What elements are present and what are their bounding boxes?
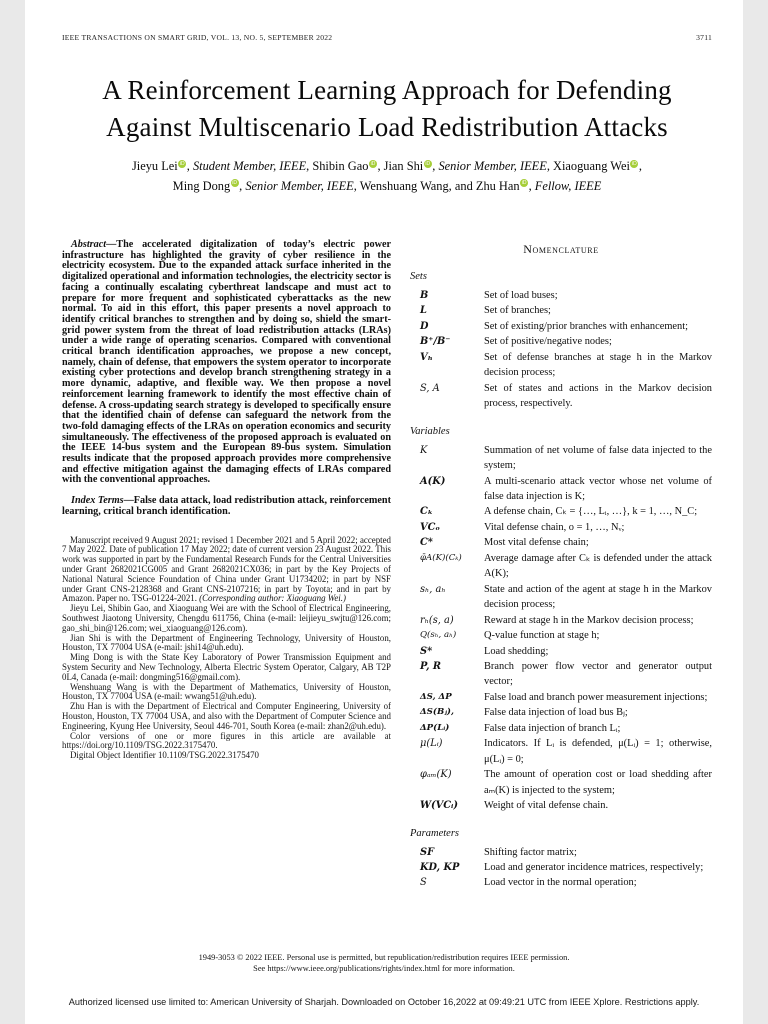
- variables-list: [410, 443, 712, 814]
- symbol: K: [420, 444, 428, 456]
- symbol: φ̄A(K)(Cₖ): [420, 552, 462, 563]
- definition: Load vector in the normal operation;: [484, 877, 637, 889]
- definition: A defense chain, Cₖ = {…, Lᵢ, …}, k = 1, …, N_C;: [484, 506, 698, 518]
- footnote-manuscript: [62, 536, 391, 605]
- nomenclature-heading: Nomenclature: [523, 242, 599, 256]
- abstract: [62, 240, 391, 486]
- nomenclature-row: [410, 288, 712, 303]
- page-number: 3711: [696, 33, 712, 42]
- definition: Set of branches;: [484, 305, 551, 317]
- symbol: KD, KP: [420, 861, 460, 873]
- author-name: , Shibin Gao: [306, 159, 369, 173]
- nomenclature-row: [410, 690, 712, 705]
- nomenclature-row: [410, 736, 712, 767]
- symbol: φₐₘ(K): [420, 769, 452, 781]
- footnote-text: Manuscript received 9 August 2021; revised 1 December 2021 and 5 April 2022; accepted 7 May 2022. Date of publication 17 May 2022; date of current version 23 August 2022. This work was supported in part by the Fundamental Research Funds for the Central Universities under Grant 2682021CG005 and Grant 2682021CX036; in part by the Key Projects of National Natural Science Foundation of China under Grant U1734202; in part by NSF under Grant CNS-2128368 and Grant CNS-2107216; in part by Toyota; and in part by Amazon. Paper no. TSG-01224-2021.: [62, 534, 391, 604]
- nomenclature-row: [410, 659, 712, 690]
- abstract-text: —The accelerated digitalization of today’s electric power infrastructure has highlighted the gravity of cyber resilience in the electricity ecosystem. Due to the expanded attack surface inherited in the digitalized operational and information technologies, the electricity sector is facing a continually escalating cyberthreat landscape and must act to prepare for more frequent and sophisticated cyberattacks as the new normal. To aid in this effort, this paper presents a novel approach to identify critical branches to strengthen and by doing so, shield the smart-grid power system from the threat of load redistribution attacks (LRAs) under a wide range of operating scenarios. Compared with conventional critical branch identification approaches, we propose a new concept, namely, chain of defense, that empowers the system operator to incorporate existing cyber protections and develop branch strengthening strategy in a more dynamic, adaptive, and flexible way. We then propose a novel reinforcement learning framework to identify the most effective chain of defense. A cross-updating search strategy is developed to specifically ensure that the identified chain of defense can safeguard the network from the two-fold damaging effects of the LRAs on operation economics and security simultaneously. The effectiveness of the proposed approach is evaluated on the IEEE 14-bus system and the European 89-bus system. Simulation results indicate that the proposed approach provides more comprehensive and effective mitigation against the damaging effects of LRAs compared with the conventional approaches.: [62, 239, 391, 486]
- symbol: C*: [420, 537, 433, 549]
- nomenclature-row: [410, 551, 712, 582]
- definition: Average damage after Cₖ is defended under the attack A(K);: [484, 552, 712, 580]
- orcid-icon: iD: [370, 160, 376, 167]
- author-name: Ming Dong: [172, 178, 231, 193]
- sets-label: Sets: [410, 271, 427, 282]
- nomenclature-row: [410, 443, 712, 474]
- author-name: , Wenshuang Wang, and Zhu Han: [353, 178, 520, 193]
- orcid-icon: iD: [179, 160, 185, 167]
- corresponding-author-note: (Corresponding author: Xiaoguang Wei.): [199, 593, 346, 604]
- symbol: Vₕ: [420, 351, 433, 363]
- nomenclature-row: [410, 860, 712, 875]
- index-terms-text: —False data attack, load redistribution attack, reinforcement learning, critical branch identification.: [62, 495, 391, 517]
- parameters-list: [410, 845, 712, 891]
- author-name: , Jian Shi: [377, 159, 424, 173]
- symbol: ΔP(Lᵢ): [420, 722, 450, 733]
- symbol: L: [420, 305, 427, 317]
- author-role: Senior Member, IEEE: [245, 178, 354, 193]
- copyright-footer: [25, 952, 743, 974]
- nomenclature-row: [410, 705, 712, 720]
- abstract-label: Abstract: [71, 239, 107, 250]
- symbol: μ(Lᵢ): [420, 738, 443, 750]
- orcid-icon: iD: [425, 160, 431, 167]
- nomenclature-row: [410, 334, 712, 349]
- symbol: S*: [420, 645, 433, 657]
- nomenclature-row: [410, 644, 712, 659]
- definition: Vital defense chain, o = 1, …, Nᵥ;: [484, 521, 625, 533]
- author-name: , Xiaoguang Wei: [546, 159, 630, 173]
- author-role: Student Member, IEEE: [192, 159, 307, 173]
- author-separator: ,: [528, 178, 535, 193]
- index-terms: [62, 496, 391, 517]
- definition: Summation of net volume of false data injected to the system;: [484, 444, 712, 472]
- definition: The amount of operation cost or load shedding after aₘ(K) is injected to the system;: [484, 769, 712, 796]
- definition: Set of states and actions in the Markov decision process, respectively.: [484, 382, 712, 410]
- nomenclature-row: [410, 798, 712, 813]
- nomenclature-row: [410, 582, 712, 613]
- symbol: VCₒ: [420, 521, 440, 533]
- definition: False load and branch power measurement injections;: [484, 691, 708, 703]
- definition: Load shedding;: [484, 645, 549, 657]
- symbol: rₕ(s, a): [420, 614, 454, 626]
- nomenclature-row: [410, 845, 712, 860]
- definition: A multi-scenario attack vector whose net volume of false data injection is K;: [484, 475, 712, 502]
- nomenclature-row: [410, 381, 712, 412]
- nomenclature-row: [410, 767, 712, 798]
- nomenclature-row: [410, 613, 712, 628]
- nomenclature-row: [410, 535, 712, 550]
- author-line-2: [62, 177, 712, 197]
- definition: Set of positive/negative nodes;: [484, 336, 612, 348]
- author-role: Fellow, IEEE: [534, 178, 602, 193]
- footnote-color-versions: Color versions of one or more figures in this article are available at https://doi.org/10.1109/TSG.2022.3175470.: [62, 730, 391, 751]
- orcid-icon: iD: [232, 180, 238, 187]
- orcid-icon: iD: [521, 180, 527, 187]
- symbol: A(K): [420, 475, 446, 487]
- nomenclature-row: [410, 350, 712, 381]
- journal-name: IEEE TRANSACTIONS ON SMART GRID, VOL. 13, NO. 5, SEPTEMBER 2022: [62, 33, 333, 42]
- index-terms-label: Index Terms: [71, 495, 124, 507]
- definition: Indicators. If Lᵢ is defended, μ(Lᵢ) = 1; otherwise, μ(Lᵢ) = 0;: [484, 738, 712, 765]
- symbol: S, A: [420, 382, 440, 394]
- definition: Set of defense branches at stage h in the Markov decision process;: [484, 351, 712, 379]
- footnote-affiliation: Ming Dong is with the State Key Laboratory of Power Transmission Equipment and System Security and New Technology, Alberta Electric System Operator, Calgary, AB T2P 0L4, Canada (e-mail: dongming516@gmail.com).: [62, 652, 391, 682]
- nomenclature-row: [410, 504, 712, 519]
- author-role: Senior Member, IEEE: [438, 159, 547, 173]
- nomenclature-row: [410, 474, 712, 505]
- left-column: [62, 240, 391, 891]
- copyright-line-2: See https://www.ieee.org/publications/rights/index.html for more information.: [253, 964, 515, 973]
- symbol: D: [420, 320, 429, 332]
- definition: Shifting factor matrix;: [484, 846, 577, 858]
- definition: Set of existing/prior branches with enhancement;: [484, 320, 689, 332]
- nomenclature-row: [410, 721, 712, 736]
- definition: False data injection of branch Lᵢ;: [484, 722, 621, 734]
- sets-list: [410, 288, 712, 412]
- footnote-affiliation: Wenshuang Wang is with the Department of Mathematics, University of Houston, Houston, TX 77004 USA (e-mail: wwang51@uh.edu).: [62, 681, 391, 702]
- running-head: [62, 33, 712, 42]
- definition: Weight of vital defense chain.: [484, 800, 609, 812]
- symbol: SF: [420, 846, 435, 858]
- footnote-affiliation: Jieyu Lei, Shibin Gao, and Xiaoguang Wei are with the School of Electrical Engineering, Southwest Jiaotong University, Chengdu 611756, China (e-mail: leijieyu_swjtu@126.com; gao_shi_bin@126.com; wei_xiaoguang@126.com).: [62, 603, 391, 633]
- symbol: sₕ, aₕ: [420, 583, 446, 595]
- footnote-affiliation: Zhu Han is with the Department of Electrical and Computer Engineering, University of Houston, Houston, TX 77004 USA, and also with the Department of Computer Science and Engineering, Kyung Hee University, Seoul 446-701, South Korea (e-mail: zhan2@uh.edu).: [62, 701, 391, 731]
- footnote-affiliation: Jian Shi is with the Department of Engineering Technology, University of Houston, Houston, TX 77004 USA (e-mail: jshi14@uh.edu).: [62, 632, 391, 653]
- definition: Set of load buses;: [484, 290, 558, 301]
- parameters-label: Parameters: [410, 827, 459, 839]
- variables-label: Variables: [410, 425, 450, 437]
- page-title: [62, 72, 712, 146]
- symbol: ΔS, ΔP: [420, 691, 452, 702]
- license-stamp: Authorized licensed use limited to: American University of Sharjah. Downloaded on October 16,2022 at 09:49:21 UTC from IEEE Xplore. Restrictions apply.: [68, 997, 700, 1007]
- author-separator: ,: [432, 159, 439, 173]
- definition: Q-value function at stage h;: [484, 630, 600, 642]
- symbol: P, R: [420, 660, 442, 672]
- definition: Branch power flow vector and generator output vector;: [484, 660, 712, 688]
- definition: State and action of the agent at stage h in the Markov decision process;: [484, 583, 712, 611]
- nomenclature-row: [410, 520, 712, 535]
- paper-page: [25, 0, 743, 1024]
- author-separator: ,: [638, 159, 643, 173]
- symbol: B: [420, 290, 429, 301]
- definition: False data injection of load bus Bⱼ;: [484, 707, 628, 719]
- title-line-2: Against Multiscenario Load Redistribution Attacks: [106, 112, 668, 142]
- author-name: Jieyu Lei: [131, 159, 178, 173]
- symbol: W(VCᵢ): [420, 800, 459, 812]
- title-line-1: A Reinforcement Learning Approach for Defending: [102, 75, 672, 105]
- author-separator: ,: [239, 178, 246, 193]
- author-separator: ,: [186, 159, 193, 173]
- footnote-block: [62, 536, 391, 761]
- nomenclature-row: [410, 303, 712, 318]
- right-column: [410, 240, 712, 891]
- symbol: Cₖ: [420, 506, 433, 518]
- author-list: [62, 157, 712, 196]
- orcid-icon: iD: [632, 160, 637, 167]
- author-line-1: [62, 157, 712, 177]
- symbol: S: [420, 877, 427, 889]
- copyright-line-1: 1949-3053 © 2022 IEEE. Personal use is permitted, but republication/redistribution requires IEEE permission.: [198, 953, 570, 962]
- definition: Most vital defense chain;: [484, 537, 589, 549]
- definition: Reward at stage h in the Markov decision process;: [484, 614, 694, 626]
- symbol: B⁺/B⁻: [420, 336, 451, 348]
- symbol: ΔS(Bⱼ),: [420, 707, 454, 718]
- nomenclature-row: [410, 875, 712, 890]
- nomenclature-row: [410, 628, 712, 643]
- definition: Load and generator incidence matrices, respectively;: [484, 861, 704, 873]
- footnote-doi: Digital Object Identifier 10.1109/TSG.2022.3175470: [70, 750, 259, 761]
- nomenclature-row: [410, 319, 712, 334]
- symbol: Q(sₕ, aₕ): [420, 630, 457, 641]
